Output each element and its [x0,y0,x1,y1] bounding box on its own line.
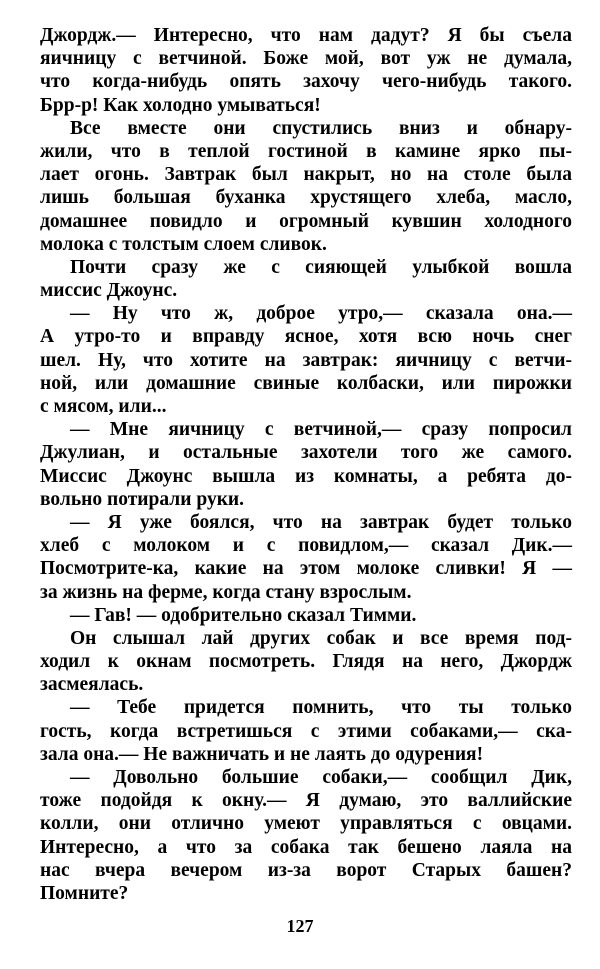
text-line: — Гав! — одобрительно сказал Тимми. [70,604,417,626]
text-line: Джордж.— Интересно, что нам дадут? Я бы съела [40,25,572,46]
text-line: яичницу с ветчиной. Боже мой, вот уж не думала, [40,48,572,70]
page-number: 127 [286,916,314,936]
text-line: молока с толстым слоем сливок. [40,233,327,255]
text-line: Все вместе они спустились вниз и обнару- [70,117,572,139]
text-line: — Мне яичницу с ветчиной,— сразу попросил [70,419,572,441]
text-line: лишь большая буханка хрустящего хлеба, масло, [40,187,572,209]
text-line: что когда-нибудь опять захочу чего-нибудь такого. [40,71,572,93]
paragraph [40,604,572,627]
text-line: тоже подойдя к окну.— Я думаю, это валлийские [40,790,572,812]
text-line: — Тебе придется помнить, что ты только [70,697,572,719]
text-line: зала она.— Не важничать и не лаять до одурения! [40,743,484,765]
text-line: гость, когда встретишься с этими собаками,— ска- [40,720,572,742]
text-line: Посмотрите-ка, какие на этом молоке сливки! Я — [40,558,572,580]
text-line: жили, что в теплой гостиной в камине ярко пы- [40,140,572,162]
paragraph [40,24,572,117]
text-line: ходил к окнам посмотреть. Глядя на него, Джордж [40,651,572,673]
text-line: Брр-р! Как холодно умываться! [40,94,321,116]
text-line: колли, они отлично умеют управляться с овцами. [40,813,572,835]
paragraph [40,696,572,766]
text-line: вольно потирали руки. [40,488,245,510]
text-line: Помните? [40,882,129,904]
paragraph [40,766,572,905]
paragraph [40,418,572,511]
text-line: Миссис Джоунс вышла из комнаты, а ребята до- [40,465,572,487]
text-line: Интересно, а что за собака так бешено лаяла на [40,836,572,858]
text-line: ной, или домашние свиные колбаски, или пирожки [40,372,572,394]
text-line: лает огонь. Завтрак был накрыт, но на столе была [40,164,572,186]
text-line: — Довольно большие собаки,— сообщил Дик, [70,767,572,788]
paragraph [40,511,572,604]
text-line: засмеялась. [40,674,144,696]
paragraph [40,302,572,418]
text-line: А утро-то и вправду ясное, хотя всю ночь снег [40,326,572,348]
text-line: — Я уже боялся, что на завтрак будет только [70,511,572,533]
text-line: за жизнь на ферме, когда стану взрослым. [40,581,412,603]
text-line: миссис Джоунс. [40,280,178,302]
text-line: — Ну что ж, доброе утро,— сказала она.— [70,303,572,325]
text-line: шел. Ну, что хотите на завтрак: яичницу с ветчи- [40,349,572,371]
text-line: с мясом, или... [40,396,167,417]
text-line: хлеб с молоком и с повидлом,— сказал Дик.— [40,535,572,557]
text-line: нас вчера вечером из-за ворот Старых башен? [40,859,572,881]
text-line: домашнее повидло и огромный кувшин холодного [40,210,572,232]
text-line: Джулиан, и остальные захотели того же самого. [40,442,572,464]
paragraph [40,256,572,302]
text-line: Он слышал лай других собак и все время под- [70,627,572,649]
paragraph [40,627,572,697]
page-text [40,24,572,905]
text-line: Почти сразу же с сияющей улыбкой вошла [70,256,572,278]
paragraph [40,117,572,256]
